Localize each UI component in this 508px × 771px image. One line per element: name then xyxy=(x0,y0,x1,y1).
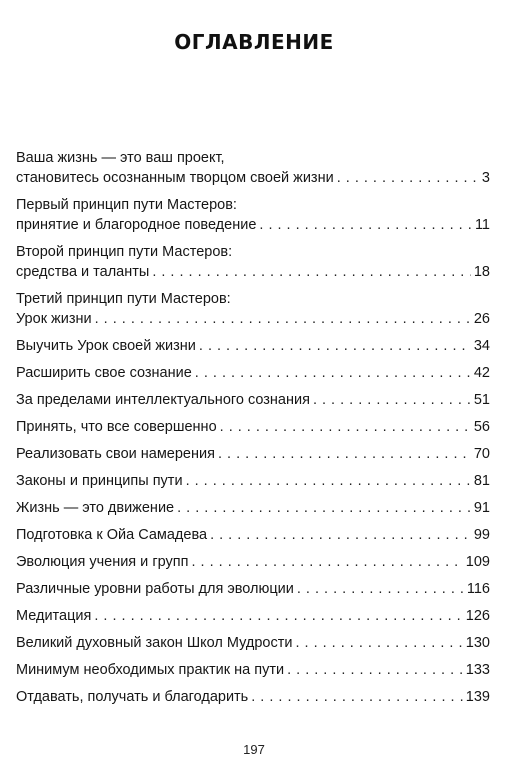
toc-entry-title: Принять, что все совершенно xyxy=(16,419,217,435)
toc-page-number: 109 xyxy=(465,554,490,570)
toc-entry-title: принятие и благородное поведение xyxy=(16,217,257,233)
toc-entry xyxy=(16,417,490,437)
toc-page-number: 42 xyxy=(473,365,490,381)
toc-page-number: 116 xyxy=(466,581,490,597)
toc-entry xyxy=(16,525,490,545)
toc-entry xyxy=(16,195,490,235)
toc-page-number: 11 xyxy=(474,217,490,233)
toc-leader-dots xyxy=(259,215,472,235)
toc-entry-line xyxy=(16,195,490,215)
toc-leader-dots xyxy=(94,606,462,626)
toc-page-number: 18 xyxy=(473,264,490,280)
toc-entry xyxy=(16,498,490,518)
toc-page-number: 34 xyxy=(473,338,490,354)
toc-entry-title: становитесь осознанным творцом своей жизни xyxy=(16,170,334,186)
toc-entry-line-final xyxy=(16,552,490,572)
toc-page-number: 26 xyxy=(473,311,490,327)
page-number: 197 xyxy=(243,742,265,757)
toc-entry xyxy=(16,471,490,491)
toc-entry-title: Расширить свое сознание xyxy=(16,365,192,381)
toc-entry-title: Медитация xyxy=(16,608,92,624)
toc-entry xyxy=(16,633,490,653)
toc-entry-line-final xyxy=(16,262,490,282)
toc-leader-dots xyxy=(297,579,464,599)
toc-entry-title: Выучить Урок своей жизни xyxy=(16,338,196,354)
toc-leader-dots xyxy=(337,168,479,188)
toc-entry-line-final xyxy=(16,579,490,599)
toc-entry-line-final xyxy=(16,687,490,707)
toc-entry-title: Великий духовный закон Школ Мудрости xyxy=(16,635,293,651)
toc-entry xyxy=(16,687,490,707)
toc-entry-line-final xyxy=(16,336,490,356)
toc-leader-dots xyxy=(95,309,471,329)
toc-page-number: 81 xyxy=(473,473,490,489)
toc-entry-title: Реализовать свои намерения xyxy=(16,446,215,462)
toc-entry-title: Отдавать, получать и благодарить xyxy=(16,689,249,705)
toc-entry-line-final xyxy=(16,525,490,545)
toc-entry-title: Законы и принципы пути xyxy=(16,473,183,489)
toc-leader-dots xyxy=(210,525,471,545)
toc-entry-title: Минимум необходимых практик на пути xyxy=(16,662,285,678)
toc-entry-line xyxy=(16,242,490,262)
toc-entry xyxy=(16,552,490,572)
toc-entry-title: Второй принцип пути Мастеров: xyxy=(16,244,233,260)
toc-entry xyxy=(16,579,490,599)
toc-entry xyxy=(16,242,490,282)
toc-entry-line-final xyxy=(16,660,490,680)
toc-entry-line-final xyxy=(16,390,490,410)
toc-entry-line xyxy=(16,289,490,309)
toc-page-number: 139 xyxy=(465,689,490,705)
toc-entry xyxy=(16,660,490,680)
toc-leader-dots xyxy=(287,660,463,680)
toc-entry-line-final xyxy=(16,309,490,329)
toc-entry-title: Подготовка к Ойа Самадева xyxy=(16,527,208,543)
toc-entry-title: За пределами интеллектуального сознания xyxy=(16,392,310,408)
toc-leader-dots xyxy=(186,471,471,491)
toc-entry xyxy=(16,148,490,188)
toc-page-number: 56 xyxy=(473,419,490,435)
toc-leader-dots xyxy=(191,552,462,572)
toc-entry-line-final xyxy=(16,168,490,188)
toc-leader-dots xyxy=(220,417,471,437)
toc-entry xyxy=(16,363,490,383)
toc-entry-line-final xyxy=(16,498,490,518)
toc-entry-line-final xyxy=(16,215,490,235)
toc-entry-line-final xyxy=(16,363,490,383)
toc-leader-dots xyxy=(195,363,471,383)
toc-entry-line xyxy=(16,148,490,168)
toc-entry-line-final xyxy=(16,444,490,464)
toc-entry xyxy=(16,444,490,464)
toc-entry-title: Ваша жизнь — это ваш проект, xyxy=(16,150,225,166)
toc-entry-title: Урок жизни xyxy=(16,311,92,327)
toc-leader-dots xyxy=(199,336,471,356)
toc-entry-line-final xyxy=(16,633,490,653)
toc-entry-line-final xyxy=(16,606,490,626)
toc-page-number: 99 xyxy=(473,527,490,543)
toc-entry-title: Жизнь — это движение xyxy=(16,500,175,516)
toc-entry-title: средства и таланты xyxy=(16,264,150,280)
toc-page-number: 3 xyxy=(481,170,490,186)
toc-page-number: 70 xyxy=(473,446,490,462)
toc-entry-title: Первый принцип пути Мастеров: xyxy=(16,197,237,213)
toc-leader-dots xyxy=(218,444,471,464)
toc-leader-dots xyxy=(251,687,463,707)
toc-entry xyxy=(16,390,490,410)
toc-entry xyxy=(16,606,490,626)
toc-entry-title: Третий принцип пути Мастеров: xyxy=(16,291,231,307)
toc-entry xyxy=(16,289,490,329)
toc-page-number: 133 xyxy=(465,662,490,678)
toc-entry xyxy=(16,336,490,356)
toc-entry-line-final xyxy=(16,471,490,491)
toc-leader-dots xyxy=(313,390,471,410)
toc-leader-dots xyxy=(152,262,471,282)
toc-entry-line-final xyxy=(16,417,490,437)
page-title: ОГЛАВЛЕНИЕ xyxy=(174,30,334,54)
toc-page-number: 130 xyxy=(465,635,490,651)
toc-page-number: 91 xyxy=(473,500,490,516)
toc-entry-title: Эволюция учения и групп xyxy=(16,554,189,570)
toc-entry-title: Различные уровни работы для эволюции xyxy=(16,581,294,597)
toc-leader-dots xyxy=(295,633,462,653)
toc-leader-dots xyxy=(177,498,471,518)
toc-page-number: 51 xyxy=(473,392,490,408)
table-of-contents xyxy=(16,148,490,714)
toc-page-number: 126 xyxy=(465,608,490,624)
